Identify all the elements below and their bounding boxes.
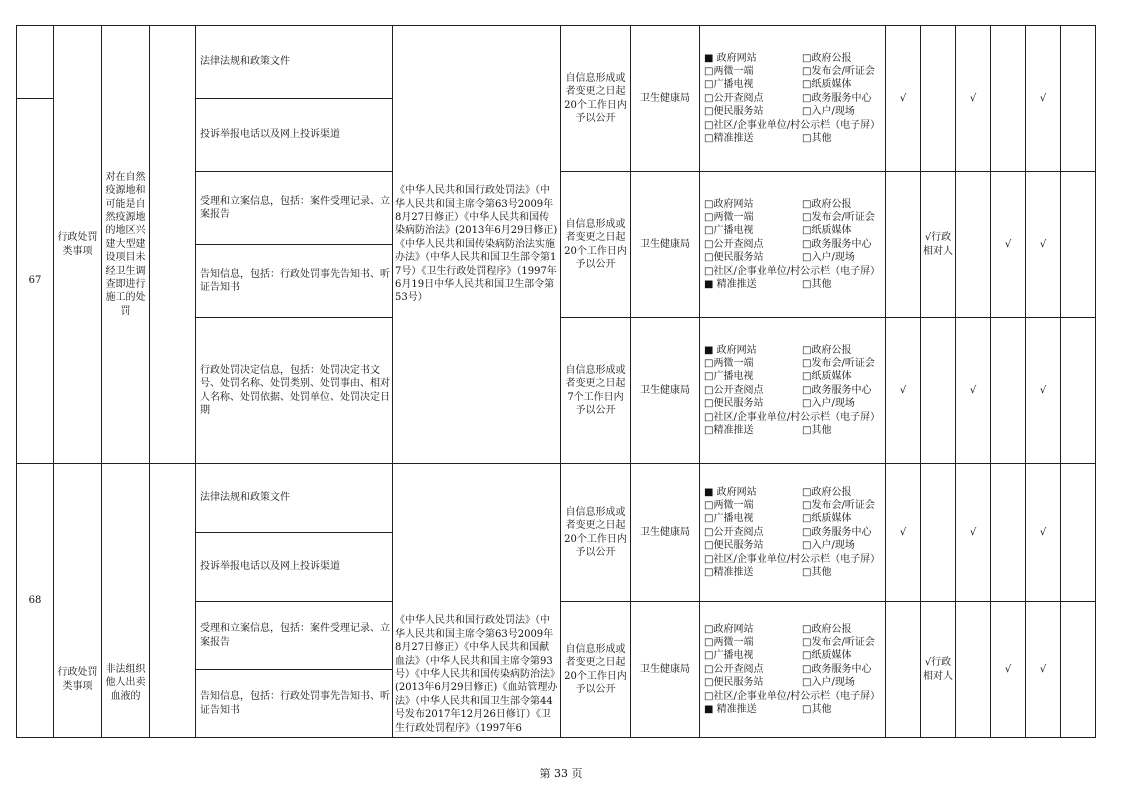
channels-cell: [700, 172, 886, 318]
category-cell: 行政处罚类事项: [54, 464, 102, 738]
row-number-cell: 67: [17, 99, 54, 464]
channel-option: □两微一端: [704, 211, 754, 223]
channel-option: □便民服务站: [704, 106, 764, 118]
channel-option: ■ 政府网站: [704, 52, 757, 64]
channel-option: □入户/现场: [802, 398, 855, 410]
mark-cell: [991, 318, 1026, 464]
channel-option: □其他: [802, 425, 832, 437]
channel-option: □政府公报: [802, 198, 852, 210]
mark-cell: [991, 26, 1026, 172]
channel-option: □政府公报: [802, 486, 852, 498]
content-cell: 投诉举报电话以及网上投诉渠道: [196, 99, 393, 172]
mark-cell: √: [956, 318, 991, 464]
channel-option: □纸质媒体: [802, 650, 852, 662]
row-number-cell-top: [17, 26, 54, 99]
channel-option: □公开查阅点: [704, 92, 764, 104]
channel-option: □发布会/听证会: [802, 499, 875, 511]
mark-cell: √: [956, 26, 991, 172]
channel-option: □社区/企事业单位/村公示栏（电子屏）: [704, 119, 881, 131]
mark-cell: [1061, 602, 1096, 738]
channel-option: □公开查阅点: [704, 663, 764, 675]
channels-cell: [700, 602, 886, 738]
channel-option: □便民服务站: [704, 398, 764, 410]
mark-cell: √: [1026, 26, 1061, 172]
channel-option: □精准推送: [704, 567, 754, 579]
item-cell: 非法组织他人出卖血液的: [102, 464, 150, 738]
channel-option: □广播电视: [704, 371, 754, 383]
channel-option: □入户/现场: [802, 540, 855, 552]
channel-option: □广播电视: [704, 225, 754, 237]
timing-cell: 自信息形成或者变更之日起20个工作日内予以公开: [561, 464, 631, 602]
content-cell: 告知信息，包括：行政处罚事先告知书、听证告知书: [196, 670, 393, 738]
channel-option: □其他: [802, 567, 832, 579]
channel-option: □纸质媒体: [802, 79, 852, 91]
channel-option: □广播电视: [704, 513, 754, 525]
mark-cell: √行政相对人: [921, 602, 956, 738]
content-cell: 受理和立案信息，包括：案件受理记录、立案报告: [196, 602, 393, 670]
mark-cell: [1061, 464, 1096, 602]
mark-cell: √: [1026, 464, 1061, 602]
channel-option: □纸质媒体: [802, 371, 852, 383]
timing-cell: 自信息形成或者变更之日起20个工作日内予以公开: [561, 172, 631, 318]
channel-option: □纸质媒体: [802, 513, 852, 525]
basis-cell: 《中华人民共和国行政处罚法》（中华人民共和国主席令第63号2009年8月27日修正）《中华人民共和国传染病防治法》(2013年6月29日修正)《中华人民共和国传染病防治法实施办法》（中华人民共和国卫生部令第17号）《卫生行政处罚程序》（1997年6月19日中华人民共和国卫生部令第53号）: [393, 26, 561, 464]
mark-cell: √: [1026, 172, 1061, 318]
channel-list: [704, 52, 883, 146]
basis-cell: 《中华人民共和国行政处罚法》（中华人民共和国主席令第63号2009年8月27日修正）《中华人民共和国献血法》（中华人民共和国主席令第93号）《中华人民共和国传染病防治法》(2013年6月29日修正)《血站管理办法》（中华人民共和国卫生部令第44号发布2017年12月26日修订）《卫生行政处罚程序》（1997年6: [393, 464, 561, 738]
channel-option: □社区/企事业单位/村公示栏（电子屏）: [704, 690, 881, 702]
mark-cell: [886, 602, 921, 738]
channel-option: □其他: [802, 133, 832, 145]
channel-list: [704, 623, 883, 717]
channel-option: □公开查阅点: [704, 526, 764, 538]
page-number: 第 33 页: [539, 767, 583, 780]
mark-cell: √: [886, 318, 921, 464]
content-cell: 法律法规和政策文件: [196, 464, 393, 533]
content-cell: 行政处罚决定信息，包括：处罚决定书文号、处罚名称、处罚类别、处罚事由、相对人名称、处罚依据、处罚单位、处罚决定日期: [196, 318, 393, 464]
channel-option: □便民服务站: [704, 540, 764, 552]
blank-cell: [150, 464, 196, 738]
timing-cell: 自信息形成或者变更之日起7个工作日内予以公开: [561, 318, 631, 464]
channel-option: □其他: [802, 704, 832, 716]
channel-list: [704, 344, 883, 438]
channel-option: □政府网站: [704, 623, 754, 635]
channel-option: □两微一端: [704, 65, 754, 77]
row-number-cell: 68: [17, 464, 54, 738]
disclosure-table: [16, 25, 1096, 738]
channel-list: [704, 486, 883, 580]
mark-cell: [921, 26, 956, 172]
mark-cell: [921, 464, 956, 602]
channel-option: ■ 精准推送: [704, 704, 757, 716]
channel-option: □政府公报: [802, 52, 852, 64]
mark-cell: √行政相对人: [921, 172, 956, 318]
channel-option: □公开查阅点: [704, 384, 764, 396]
channel-option: □精准推送: [704, 133, 754, 145]
subject-cell: 卫生健康局: [631, 602, 700, 738]
channels-cell: [700, 318, 886, 464]
channel-option: □便民服务站: [704, 252, 764, 264]
item-cell: 对在自然疫源地和可能是自然疫源地的地区兴建大型建设项目未经卫生调查即进行施工的处罚: [102, 26, 150, 464]
channel-list: [704, 198, 883, 292]
table-row: [17, 464, 1096, 533]
channel-option: □发布会/听证会: [802, 357, 875, 369]
channel-option: □两微一端: [704, 357, 754, 369]
channel-option: □政务服务中心: [802, 92, 872, 104]
mark-cell: √: [886, 464, 921, 602]
blank-cell: [150, 26, 196, 464]
mark-cell: √: [1026, 602, 1061, 738]
mark-cell: √: [1026, 318, 1061, 464]
content-cell: 告知信息，包括：行政处罚事先告知书、听证告知书: [196, 245, 393, 318]
channel-option: □便民服务站: [704, 677, 764, 689]
subject-cell: 卫生健康局: [631, 464, 700, 602]
content-cell: 受理和立案信息，包括：案件受理记录、立案报告: [196, 172, 393, 245]
timing-cell: 自信息形成或者变更之日起20个工作日内予以公开: [561, 26, 631, 172]
channel-option: □两微一端: [704, 636, 754, 648]
mark-cell: √: [886, 26, 921, 172]
channel-option: □广播电视: [704, 79, 754, 91]
channel-option: □社区/企事业单位/村公示栏（电子屏）: [704, 553, 881, 565]
channel-option: □入户/现场: [802, 106, 855, 118]
channel-option: □政府网站: [704, 198, 754, 210]
channel-option: □社区/企事业单位/村公示栏（电子屏）: [704, 411, 881, 423]
channels-cell: [700, 464, 886, 602]
channel-option: ■ 政府网站: [704, 344, 757, 356]
channel-option: □入户/现场: [802, 677, 855, 689]
channel-option: □其他: [802, 279, 832, 291]
channel-option: □发布会/听证会: [802, 636, 875, 648]
timing-cell: 自信息形成或者变更之日起20个工作日内予以公开: [561, 602, 631, 738]
content-cell: 投诉举报电话以及网上投诉渠道: [196, 533, 393, 602]
subject-cell: 卫生健康局: [631, 26, 700, 172]
subject-cell: 卫生健康局: [631, 172, 700, 318]
mark-cell: √: [991, 602, 1026, 738]
channel-option: □纸质媒体: [802, 225, 852, 237]
channel-option: ■ 精准推送: [704, 279, 757, 291]
channel-option: □政务服务中心: [802, 384, 872, 396]
table-row: [17, 26, 1096, 99]
channel-option: □发布会/听证会: [802, 211, 875, 223]
category-cell: 行政处罚类事项: [54, 26, 102, 464]
channel-option: □精准推送: [704, 425, 754, 437]
channel-option: □社区/企事业单位/村公示栏（电子屏）: [704, 265, 881, 277]
mark-cell: [886, 172, 921, 318]
mark-cell: [1061, 26, 1096, 172]
channel-option: □政务服务中心: [802, 238, 872, 250]
channel-option: □两微一端: [704, 499, 754, 511]
channel-option: □政务服务中心: [802, 526, 872, 538]
mark-cell: [1061, 172, 1096, 318]
mark-cell: √: [956, 464, 991, 602]
channel-option: □政务服务中心: [802, 663, 872, 675]
mark-cell: √: [991, 172, 1026, 318]
channel-option: □公开查阅点: [704, 238, 764, 250]
channel-option: □入户/现场: [802, 252, 855, 264]
channels-cell: [700, 26, 886, 172]
channel-option: □政府公报: [802, 344, 852, 356]
mark-cell: [956, 602, 991, 738]
mark-cell: [921, 318, 956, 464]
content-cell: 法律法规和政策文件: [196, 26, 393, 99]
channel-option: □广播电视: [704, 650, 754, 662]
mark-cell: [1061, 318, 1096, 464]
mark-cell: [956, 172, 991, 318]
subject-cell: 卫生健康局: [631, 318, 700, 464]
channel-option: □政府公报: [802, 623, 852, 635]
mark-cell: [991, 464, 1026, 602]
channel-option: □发布会/听证会: [802, 65, 875, 77]
channel-option: ■ 政府网站: [704, 486, 757, 498]
